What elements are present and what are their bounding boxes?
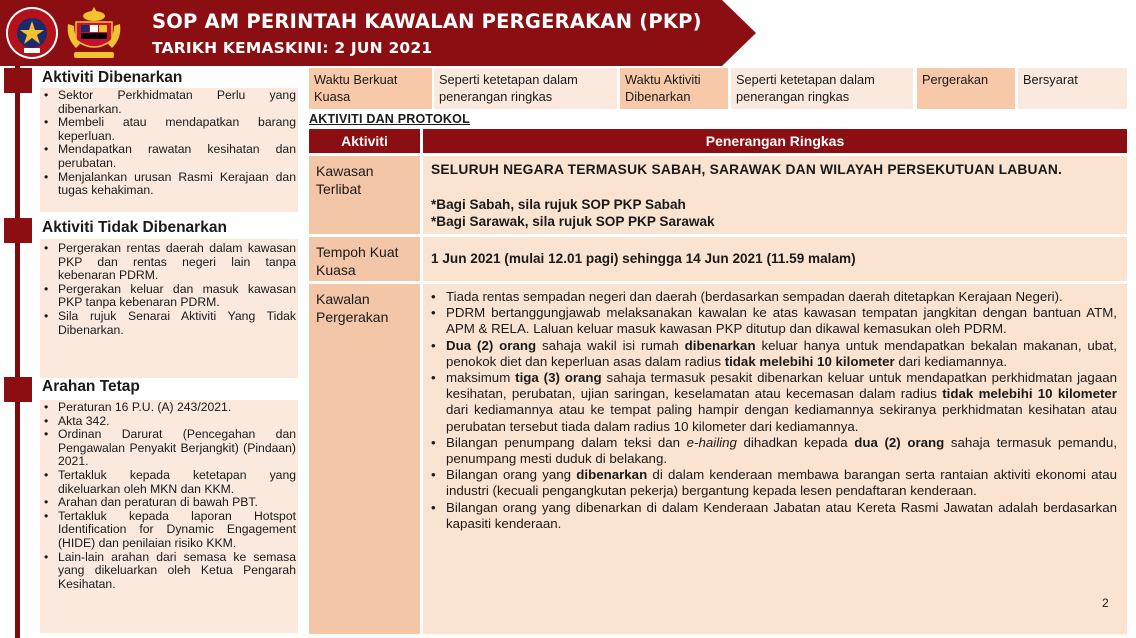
table-header-activity: Aktiviti <box>309 129 420 153</box>
list-item: • Peraturan 16 P.U. (A) 243/2021. <box>42 401 296 415</box>
standing-orders-box <box>40 400 298 633</box>
bullet-text: tiga (3) orang <box>515 370 602 386</box>
list-item: • Menjalankan urusan Rasmi Kerajaan dan tugas kehakiman. <box>42 171 296 198</box>
malaysia-coat-of-arms-logo <box>64 4 120 62</box>
list-item: • Tertakluk kepada ketetapan yang dikeluarkan oleh MKN dan KKM. <box>42 469 296 496</box>
row-label-control: Kawalan Pergerakan <box>309 284 420 634</box>
page-number: 2 <box>1102 596 1109 610</box>
timeline-line <box>15 66 20 638</box>
bullet-text: dari kediamannya atau ke tempat paling hampir dengan kediamannya sekiranya perkhidmatan kesihatan atau perubatan tersebut tiada dalam radius 10 kilometer dari kediamannya. <box>446 402 1117 434</box>
bullet-text: sahaja termasuk pemandu, penumpang mesti duduk di belakang. <box>446 434 1118 467</box>
section-marker <box>4 377 32 402</box>
bullet-text: e-hailing <box>686 434 737 450</box>
bullet-text: sahaja wakil isi rumah <box>536 337 685 353</box>
info-value-movement: Bersyarat <box>1018 68 1127 109</box>
list-item <box>431 467 1117 499</box>
bullet-text: tidak melebihi 10 kilometer <box>724 353 895 369</box>
row-desc-control <box>423 284 1127 634</box>
bullet-text: Dua (2) orang <box>446 337 537 353</box>
list-item: • Arahan dan peraturan di bawah PBT. <box>42 496 296 510</box>
bullet-text: Tiada rentas sempadan negeri dan daerah (berdasarkan sempadan daerah ditetapkan Kerajaan Negeri). <box>446 289 1063 304</box>
info-label-effective-time: Waktu Berkuat Kuasa <box>309 68 432 109</box>
bullet-text: dibenarkan <box>684 337 756 353</box>
row-desc-area <box>423 156 1127 234</box>
header-banner <box>0 0 760 66</box>
list-item <box>431 500 1117 532</box>
protocol-heading: AKTIVITI DAN PROTOKOL <box>309 112 470 126</box>
nsc-logo <box>4 4 60 62</box>
bullet-text: dari kediamannya. <box>894 353 1008 369</box>
page-title: SOP AM PERINTAH KAWALAN PERGERAKAN (PKP) <box>152 10 702 33</box>
list-item <box>431 435 1117 467</box>
not-permitted-activities-box <box>40 239 298 378</box>
bullet-text: maksimum <box>446 370 516 386</box>
info-value-effective-time: Seperti ketetapan dalam penerangan ringkas <box>434 68 617 109</box>
not-permitted-activities-title: Aktiviti Tidak Dibenarkan <box>42 219 227 236</box>
area-note-sabah: *Bagi Sabah, sila rujuk SOP PKP Sabah <box>431 197 686 212</box>
bullet-text: tidak melebihi 10 kilometer <box>942 386 1117 402</box>
permitted-activities-box <box>40 88 298 212</box>
list-item: • Ordinan Darurat (Pencegahan dan Pengawalan Penyakit Berjangkit) (Pindaan) 2021. <box>42 428 296 469</box>
list-item: • Pergerakan rentas daerah dalam kawasan PKP dan rentas negeri lain tanpa kebenaran PDRM. <box>42 242 296 283</box>
row-label-period: Tempoh Kuat Kuasa <box>309 237 420 281</box>
section-marker <box>4 68 32 93</box>
list-item: • Tertakluk kepada laporan Hotspot Identification for Dynamic Engagement (HIDE) dan penilaian risiko KKM. <box>42 510 296 551</box>
table-header-description: Penerangan Ringkas <box>423 129 1127 153</box>
list-item: • Sila rujuk Senarai Aktiviti Yang Tidak Dibenarkan. <box>42 310 296 337</box>
list-item <box>431 370 1117 435</box>
list-item: • Akta 342. <box>42 415 296 429</box>
bullet-text: sahaja termasuk pesakit dibenarkan keluar untuk mendapatkan perkhidmatan jagaan kesihatan, perubatan, ujian saringan, keselamatan atau kecemasan dalam radius <box>446 370 1118 402</box>
row-label-area: Kawasan Terlibat <box>309 156 420 234</box>
bullet-text: dibenarkan <box>576 467 648 483</box>
bullet-text: PDRM bertanggungjawab melaksanakan kawalan ke atas kawasan tempatan jangkitan dengan bantuan ATM, APM & RELA. Laluan keluar masuk kawasan PKP ditutup dan dikawal kemasukan oleh PDRM. <box>446 305 1117 337</box>
bullet-text: keluar hanya untuk mendapatkan bekalan makanan, ubat, penokok diet dan keperluan asas dalam radius <box>446 337 1117 369</box>
list-item: • Membeli atau mendapatkan barang keperluan. <box>42 116 296 143</box>
info-label-movement: Pergerakan <box>917 68 1015 109</box>
bullet-text: Bilangan orang yang <box>446 467 577 483</box>
bullet-text: di dalam kenderaan membawa barangan serta rantaian aktiviti ekonomi atau industri (kecuali pengangkutan pekerja) bergantung kepada lesen pendaftaran kenderaan. <box>446 467 1117 499</box>
bullet-text: dua (2) orang <box>854 434 945 450</box>
list-item: • Pergerakan keluar dan masuk kawasan PKP tanpa kebenaran PDRM. <box>42 283 296 310</box>
standing-orders-title: Arahan Tetap <box>42 378 140 395</box>
bullet-text: Bilangan penumpang dalam teksi dan <box>446 434 687 450</box>
page-subtitle: TARIKH KEMASKINI: 2 JUN 2021 <box>152 39 433 57</box>
area-main-text: SELURUH NEGARA TERMASUK SABAH, SARAWAK DAN WILAYAH PERSEKUTUAN LABUAN. <box>431 162 1063 177</box>
permitted-activities-title: Aktiviti Dibenarkan <box>42 69 183 86</box>
list-item <box>431 289 1117 305</box>
info-label-activity-time: Waktu Aktiviti Dibenarkan <box>620 68 728 109</box>
bullet-text: Bilangan orang yang dibenarkan di dalam Kenderaan Jabatan atau Kereta Rasmi Jawatan adalah berdasarkan kapasiti kenderaan. <box>446 499 1117 531</box>
bullet-text: dihadkan kepada <box>736 434 855 450</box>
section-marker <box>4 218 32 243</box>
list-item <box>431 338 1117 370</box>
area-note-sarawak: *Bagi Sarawak, sila rujuk SOP PKP Sarawak <box>431 214 715 229</box>
list-item: • Mendapatkan rawatan kesihatan dan perubatan. <box>42 143 296 170</box>
row-desc-period: 1 Jun 2021 (mulai 12.01 pagi) sehingga 14 Jun 2021 (11.59 malam) <box>423 237 1127 281</box>
list-item: • Lain-lain arahan dari semasa ke semasa yang dikeluarkan oleh Ketua Pengarah Kesihatan. <box>42 551 296 592</box>
list-item <box>431 305 1117 337</box>
info-value-activity-time: Seperti ketetapan dalam penerangan ringkas <box>731 68 913 109</box>
list-item: • Sektor Perkhidmatan Perlu yang dibenarkan. <box>42 89 296 116</box>
